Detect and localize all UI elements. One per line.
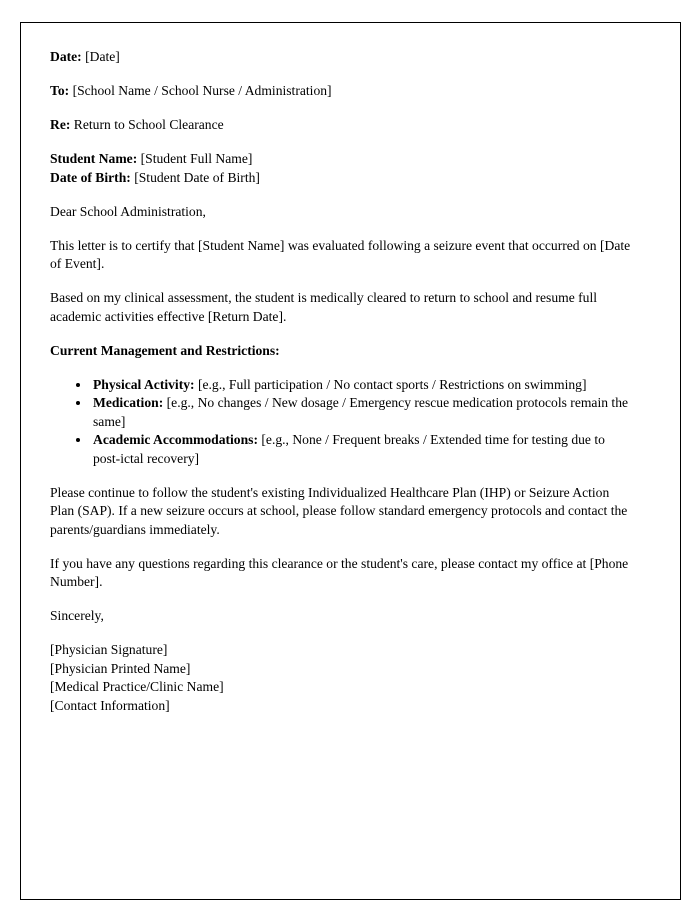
contact-info-line: [Contact Information]: [50, 697, 170, 713]
printed-name-line: [Physician Printed Name]: [50, 660, 191, 676]
date-line: [50, 48, 632, 67]
signature-block: [50, 641, 632, 715]
bullet-value: [e.g., No changes / New dosage / Emergency rescue medication protocols remain the same]: [93, 395, 629, 429]
re-label: Re:: [50, 117, 71, 132]
closing: Sincerely,: [50, 608, 104, 623]
date-label: Date:: [50, 49, 82, 64]
student-info-block: [50, 150, 632, 187]
salutation: Dear School Administration,: [50, 203, 206, 219]
bullet-label: Physical Activity:: [93, 376, 195, 392]
section-heading-text: Current Management and Restrictions:: [50, 342, 280, 358]
section-heading: [50, 342, 632, 361]
list-item-physical-activity: [91, 376, 632, 395]
signature-line: [Physician Signature]: [50, 642, 168, 657]
to-value: [School Name / School Nurse / Administration]: [72, 83, 332, 98]
dob-value: [Student Date of Birth]: [134, 169, 260, 185]
dob-label: Date of Birth:: [50, 169, 131, 185]
bullet-value: [e.g., Full participation / No contact sports / Restrictions on swimming]: [197, 376, 587, 392]
paragraph-clearance: Based on my clinical assessment, the student is medically cleared to return to school and resume full academic activities effective [Return Date].: [50, 290, 598, 324]
date-value: [Date]: [85, 49, 120, 64]
clinic-name-line: [Medical Practice/Clinic Name]: [50, 679, 224, 694]
bullet-value: [e.g., None / Frequent breaks / Extended time for testing due to post-ictal recovery]: [93, 432, 605, 466]
paragraph-plan: Please continue to follow the student's existing Individualized Healthcare Plan (IHP) or Seizure Action Plan (SAP). If a new seizure occurs at school, please follow standard emergency protocols and contact the parents/guardians immediately.: [50, 484, 628, 537]
bullet-label: Medication:: [93, 395, 164, 410]
student-name-label: Student Name:: [50, 151, 138, 166]
paragraph-evaluation: This letter is to certify that [Student Name] was evaluated following a seizure event that occurred on [Date of Event].: [50, 237, 631, 271]
letter-document: [20, 22, 681, 900]
to-label: To:: [50, 83, 70, 98]
list-item-medication: [91, 394, 632, 431]
student-name-value: [Student Full Name]: [140, 151, 253, 166]
re-value: Return to School Clearance: [73, 117, 224, 132]
list-item-academic-accommodations: [91, 431, 632, 468]
restrictions-list: [50, 376, 632, 469]
bullet-label: Academic Accommodations:: [93, 432, 258, 447]
re-line: [50, 116, 632, 135]
paragraph-contact: If you have any questions regarding this clearance or the student's care, please contact my office at [Phone Number].: [50, 555, 629, 589]
to-line: [50, 82, 632, 101]
